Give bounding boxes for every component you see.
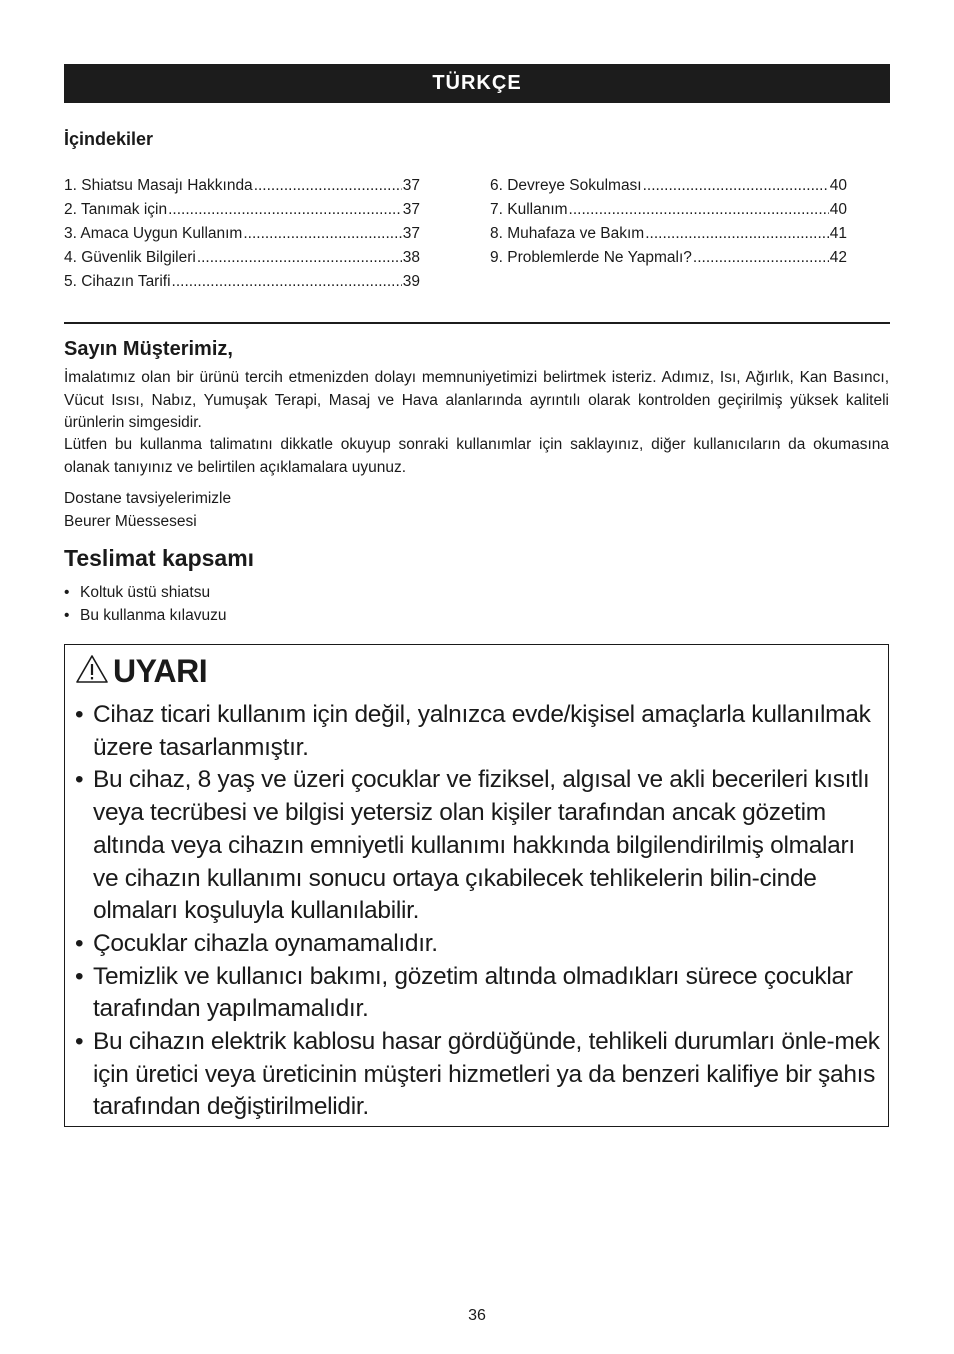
list-item: • Bu kullanma kılavuzu xyxy=(64,604,226,627)
toc-entry-label: 8. Muhafaza ve Bakım xyxy=(490,225,645,242)
toc-entry[interactable] xyxy=(490,201,847,225)
warning-item: • Bu cihazın elektrik kablosu hasar gördüğünde, tehlikeli durumları önle-mek için üretici veya üreticinin müşteri hizmetleri ya da benzeri kalifiye bir şahıs tarafından değiştirilmelidir. xyxy=(75,1026,881,1124)
closing-signature xyxy=(64,487,231,533)
toc-leader-dots xyxy=(569,201,829,219)
toc-entry[interactable] xyxy=(64,225,420,249)
toc-entry[interactable] xyxy=(64,201,420,225)
delivery-scope-heading: Teslimat kapsamı xyxy=(64,545,255,571)
list-item: • Koltuk üstü shiatsu xyxy=(64,581,226,604)
toc-entry-page: 37 xyxy=(402,177,420,194)
toc-entry-page: 40 xyxy=(829,177,847,194)
toc-entry-label: 6. Devreye Sokulması xyxy=(490,177,642,194)
toc-entry[interactable] xyxy=(64,273,420,297)
toc-leader-dots xyxy=(172,273,402,291)
warning-item: • Çocuklar cihazla oynamamalıdır. xyxy=(75,928,881,961)
language-header-bar xyxy=(64,64,890,103)
toc-entry[interactable] xyxy=(64,249,420,273)
toc-entry-page: 37 xyxy=(402,225,420,242)
warning-header xyxy=(75,653,207,690)
toc-entry[interactable] xyxy=(490,225,847,249)
toc-entry-page: 40 xyxy=(829,201,847,218)
page-number: 36 xyxy=(468,1307,486,1324)
toc-leader-dots xyxy=(254,177,402,195)
toc-leader-dots xyxy=(643,177,829,195)
toc-leader-dots xyxy=(243,225,401,243)
toc-entry[interactable] xyxy=(490,177,847,201)
toc-entry-label: 2. Tanımak için xyxy=(64,201,168,218)
toc-entry[interactable] xyxy=(64,177,420,201)
toc-entry-label: 1. Shiatsu Masajı Hakkında xyxy=(64,177,253,194)
warning-item: • Bu cihaz, 8 yaş ve üzeri çocuklar ve fiziksel, algısal ve akli becerileri kısıtlı veya tecrübesi ve bilgisi yetersiz olan kişiler tarafından ancak gözetim altında veya cihazın emniyetli kullanımı hakkında bilgilendirilmiş olmaları ve cihazın kullanımı sonucu ortaya çıkabilecek tehlikelerin bilin-cinde olmaları koşuluyla kullanılabilir. xyxy=(75,764,881,928)
warning-item: • Temizlik ve kullanıcı bakımı, gözetim altında olmadıkları sürece çocuklar tarafından yapılmamalıdır. xyxy=(75,961,881,1026)
toc-column-right xyxy=(490,177,847,273)
toc-column-left xyxy=(64,177,420,297)
toc-entry-label: 5. Cihazın Tarifi xyxy=(64,273,171,290)
toc-entry-label: 7. Kullanım xyxy=(490,201,568,218)
toc-entry-page: 41 xyxy=(829,225,847,242)
toc-entry-label: 9. Problemlerde Ne Yapmalı? xyxy=(490,249,692,266)
toc-entry-page: 37 xyxy=(402,201,420,218)
toc-entry-label: 4. Güvenlik Bilgileri xyxy=(64,249,196,266)
language-label: TÜRKÇE xyxy=(432,72,522,94)
toc-entry-page: 39 xyxy=(402,273,420,290)
closing-line: Dostane tavsiyelerimizle xyxy=(64,490,232,507)
toc-title: İçindekiler xyxy=(64,129,154,149)
toc-leader-dots xyxy=(197,249,402,267)
section-divider xyxy=(64,322,890,324)
warning-title: UYARI xyxy=(113,653,208,689)
warning-box xyxy=(64,644,889,1127)
toc-leader-dots xyxy=(693,249,829,267)
toc-entry-page: 42 xyxy=(829,249,847,266)
toc-leader-dots xyxy=(168,201,402,219)
warning-triangle-icon xyxy=(75,654,113,689)
warning-item: • Cihaz ticari kullanım için değil, yalnızca evde/kişisel amaçlarla kullanılmak üzere tasarlanmıştır. xyxy=(75,699,881,764)
toc-entry-page: 38 xyxy=(402,249,420,266)
closing-line: Beurer Müessesesi xyxy=(64,513,197,530)
intro-paragraph: Lütfen bu kullanma talimatını dikkatle okuyup sonraki kullanımlar için saklayınız, diğer kullanıcıların da okumasına olanak tanıyınız ve belirtilen açıklamalara uyunuz. xyxy=(64,436,889,476)
greeting-heading: Sayın Müşterimiz, xyxy=(64,338,233,360)
delivery-scope-list xyxy=(64,581,226,627)
toc-leader-dots xyxy=(645,225,829,243)
toc-entry[interactable] xyxy=(490,249,847,273)
intro-paragraph: İmalatımız olan bir ürünü tercih etmenizden dolayı memnuniyetimizi belirtmek isteriz. Adımız, Isı, Ağırlık, Kan Basıncı, Vücut Isısı, Nabız, Yumuşak Terapi, Masaj ve Hava alanlarında ayrıntılı olarak kontrolden geçirilmiş yüksek kaliteli ürünlerin simgesidir. xyxy=(64,369,889,431)
toc-entry-label: 3. Amaca Uygun Kullanım xyxy=(64,225,243,242)
warning-list xyxy=(75,699,881,1124)
